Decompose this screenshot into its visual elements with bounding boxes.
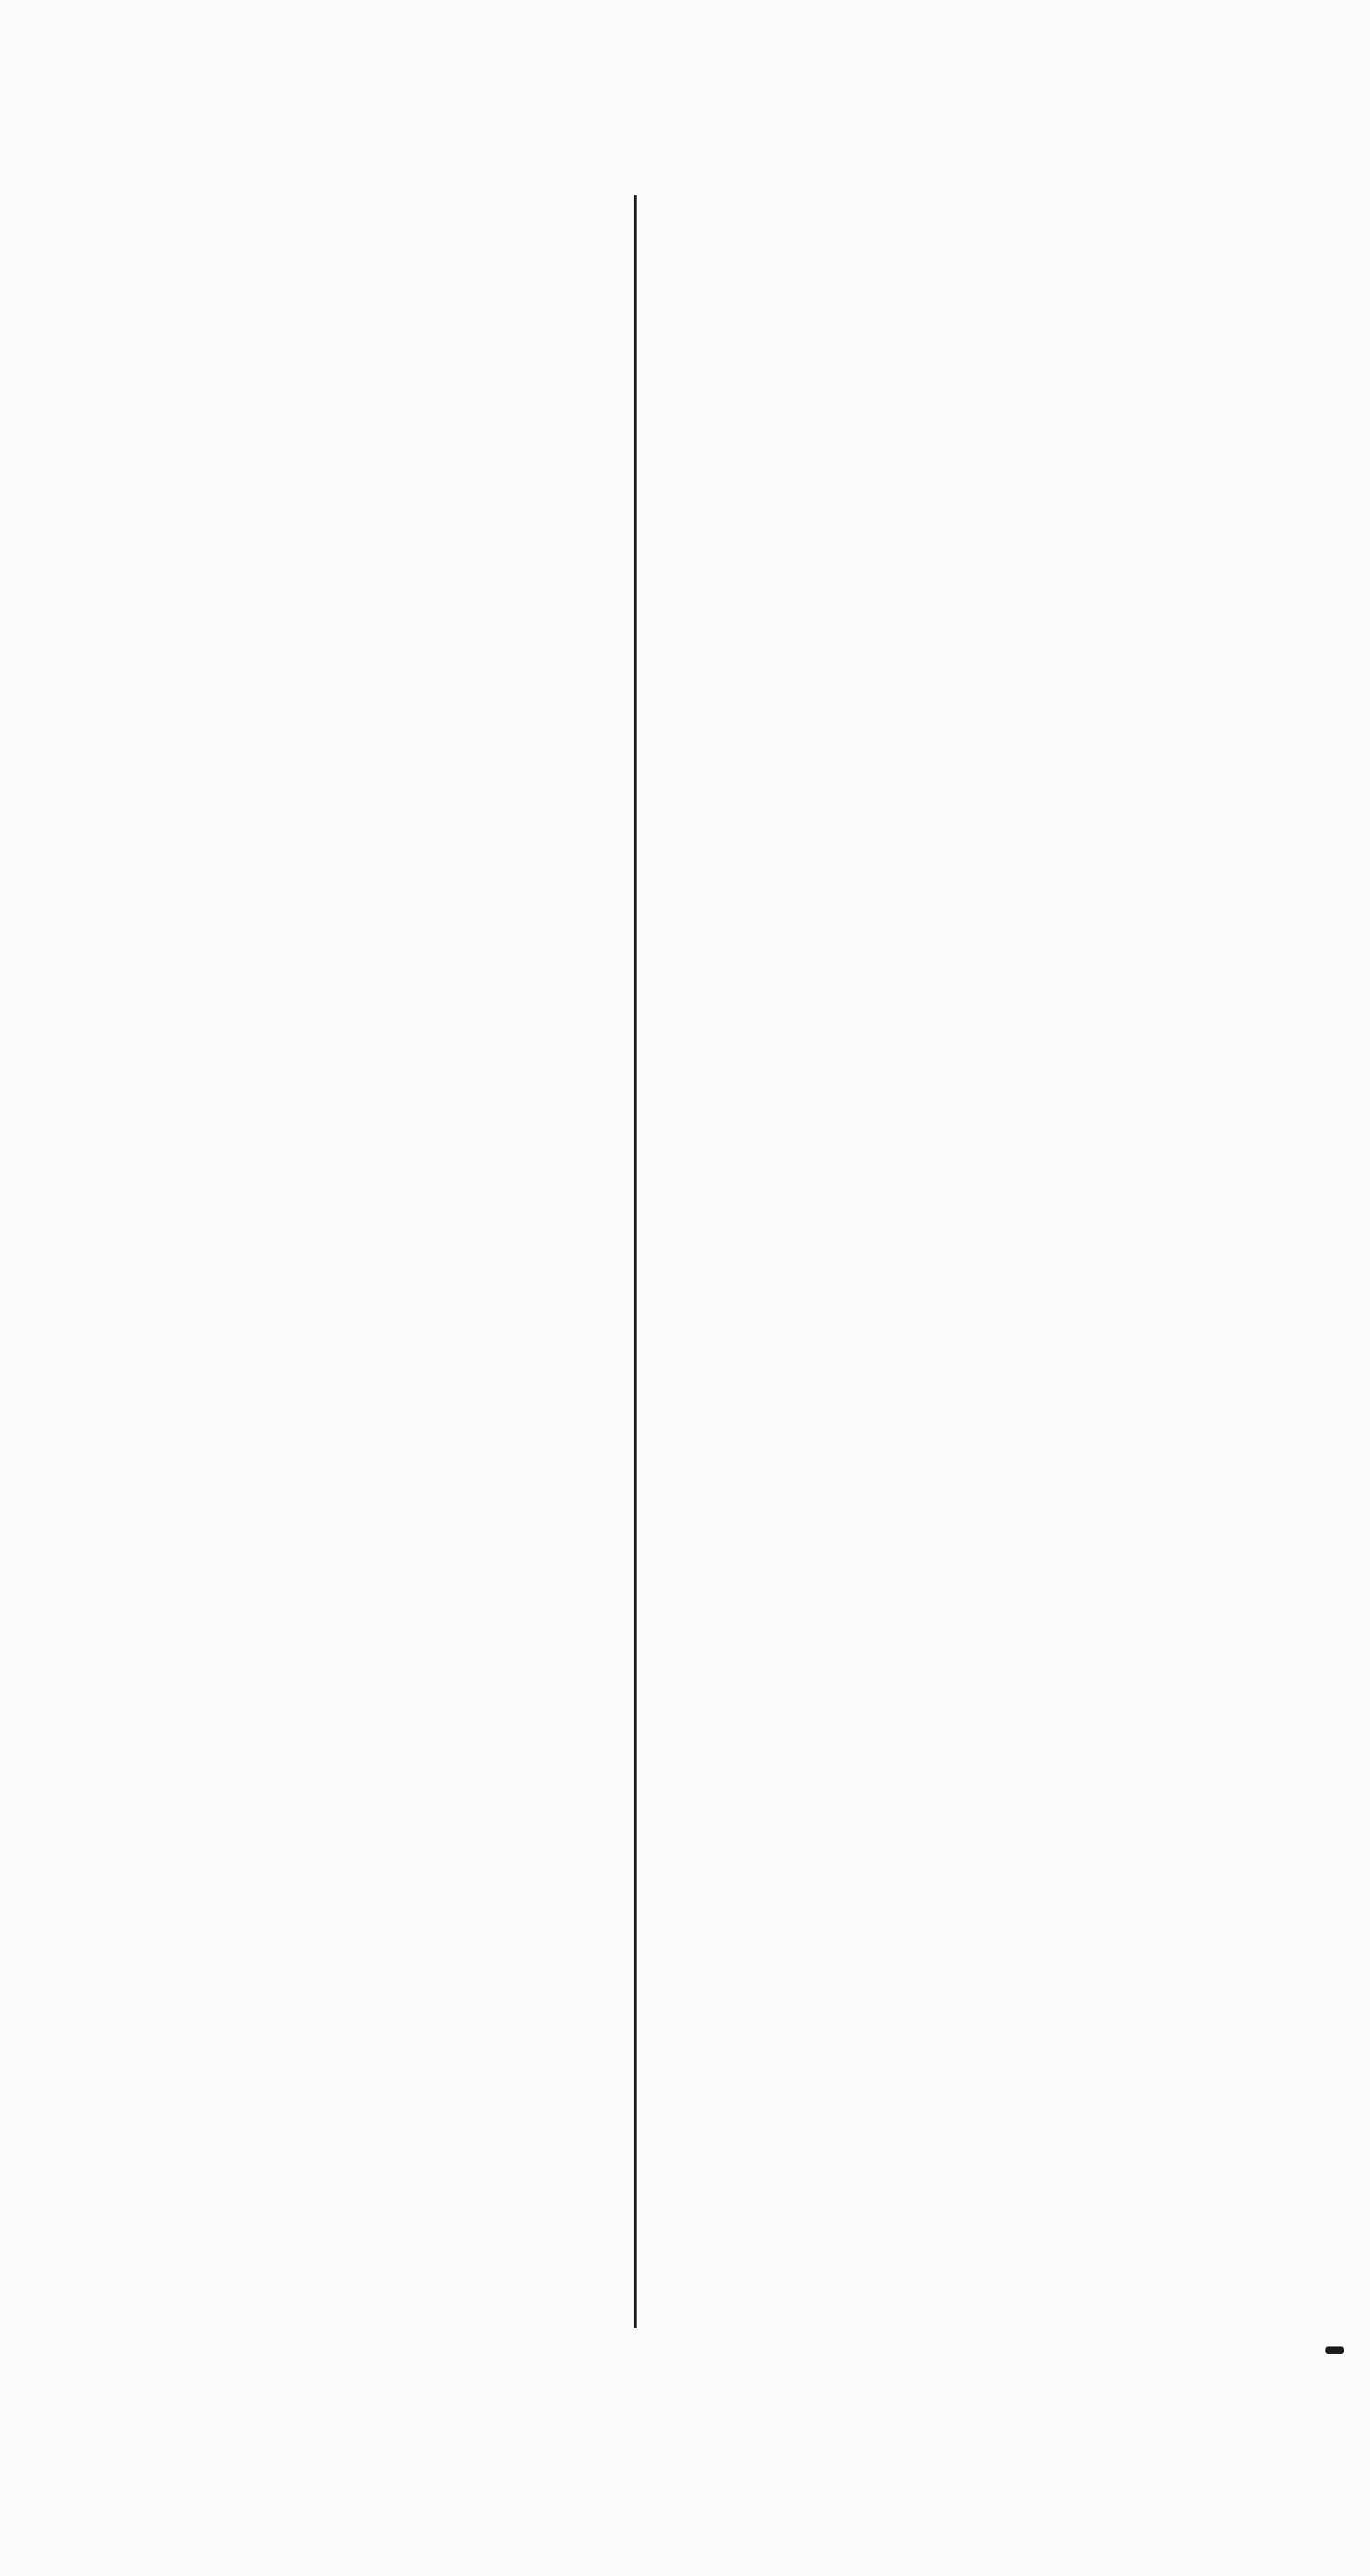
brand-logo (1325, 2346, 1344, 2354)
footer (1325, 2346, 1351, 2354)
column-divider (634, 195, 637, 2328)
